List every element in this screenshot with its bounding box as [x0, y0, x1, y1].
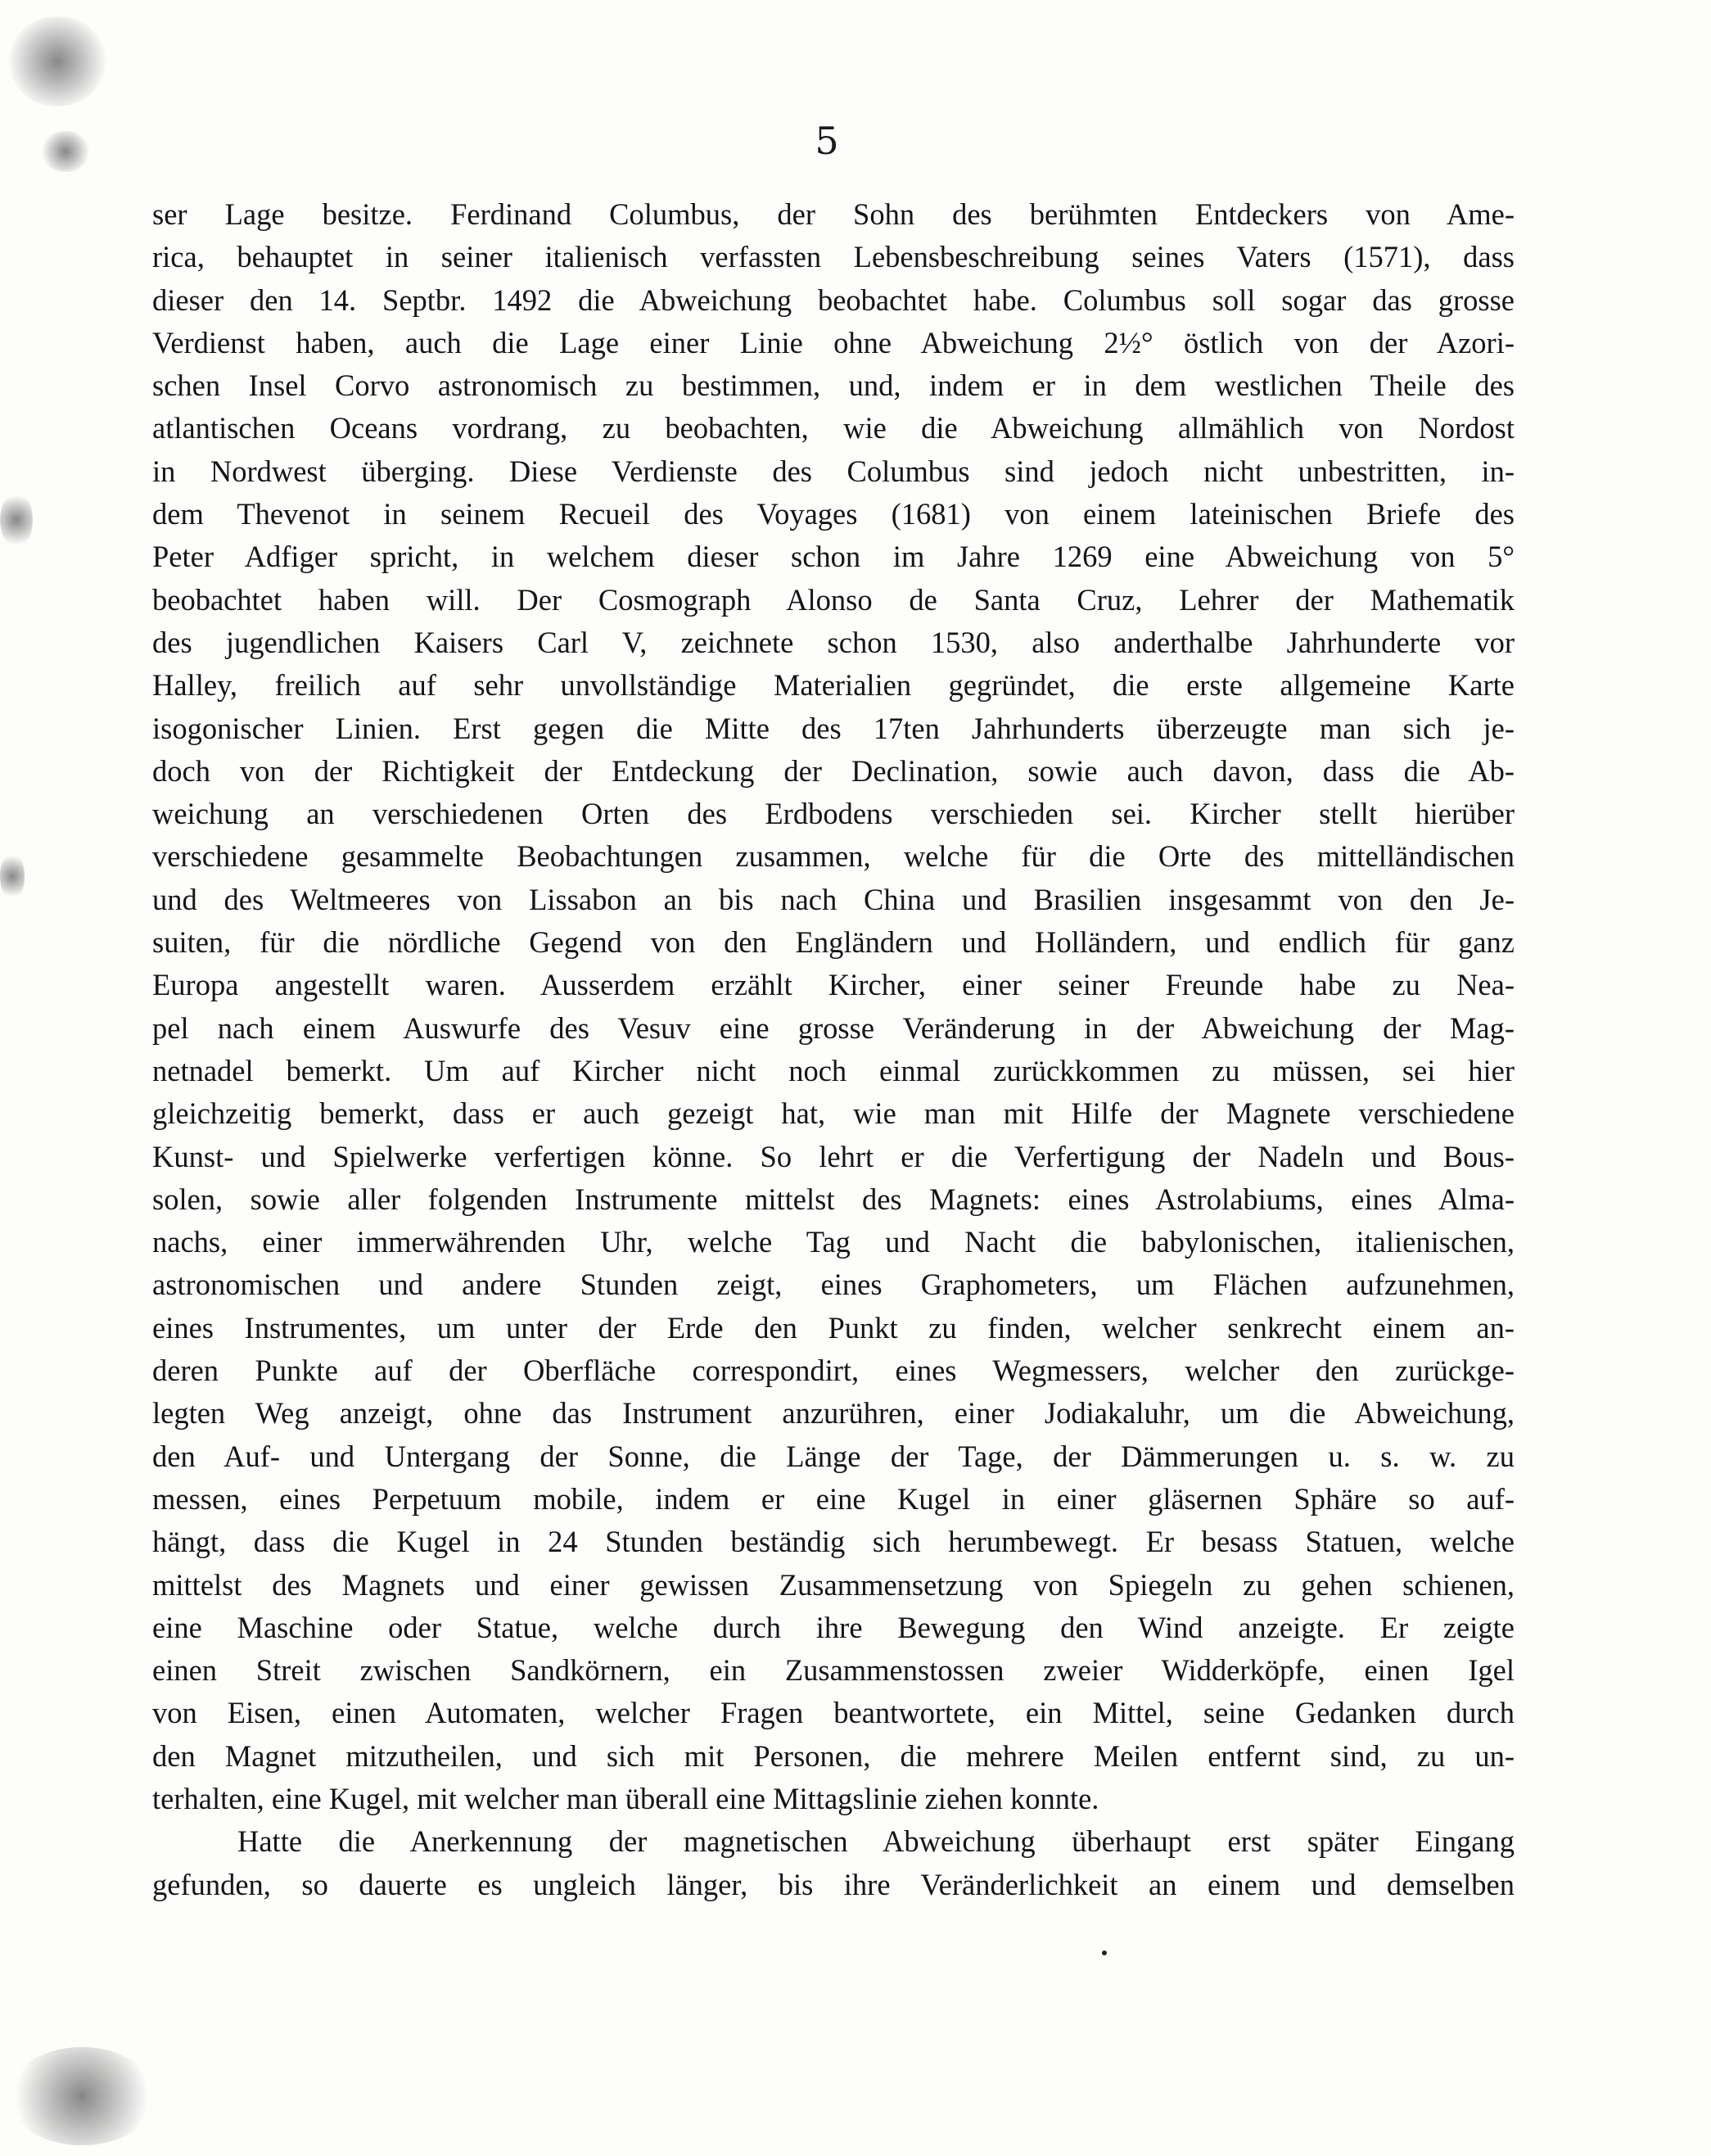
text-line: messen, eines Perpetuum mobile, indem er eine Kugel in einer gläsernen Sphäre so auf-	[152, 1481, 1515, 1516]
text-line: Hatte die Anerkennung der magnetischen Abweichung überhaupt erst später Eingang	[237, 1824, 1515, 1859]
text-line: schen Insel Corvo astronomisch zu bestimmen, und, indem er in dem westlichen Theile des	[152, 368, 1515, 403]
text-line: Peter Adfiger spricht, in welchem dieser schon im Jahre 1269 eine Abweichung von 5°	[152, 540, 1515, 574]
text-line: dieser den 14. Septbr. 1492 die Abweichung beobachtet habe. Columbus soll sogar das grosse	[152, 282, 1515, 317]
text-line: dem Thevenot in seinem Recueil des Voyages (1681) von einem lateinischen Briefe des	[152, 497, 1515, 531]
text-line: mittelst des Magnets und einer gewissen Zusammensetzung von Spiegeln zu gehen schienen,	[152, 1567, 1515, 1602]
text-line: beobachtet haben will. Der Cosmograph Alonso de Santa Cruz, Lehrer der Mathematik	[152, 582, 1515, 617]
text-line: deren Punkte auf der Oberfläche correspondirt, eines Wegmessers, welcher den zurückge-	[152, 1354, 1515, 1388]
text-line: netnadel bemerkt. Um auf Kircher nicht noch einmal zurückkommen zu müssen, sei hier	[152, 1053, 1515, 1087]
text-line: isogonischer Linien. Erst gegen die Mitte des 17ten Jahrhunderts überzeugte man sich je-	[152, 711, 1515, 745]
text-line: terhalten, eine Kugel, mit welcher man überall eine Mittagslinie ziehen konnte.	[152, 1781, 1099, 1815]
text-line: den Magnet mitzutheilen, und sich mit Personen, die mehrere Meilen entfernt sind, zu un-	[152, 1738, 1515, 1773]
text-line: und des Weltmeeres von Lissabon an bis nach China und Brasilien insgesammt von den Je-	[152, 882, 1515, 916]
text-line: suiten, für die nördliche Gegend von den Engländern und Holländern, und endlich für ganz	[152, 925, 1515, 960]
scan-smudge-left-lower	[0, 852, 25, 901]
text-line: doch von der Richtigkeit der Entdeckung der Declination, sowie auch davon, dass die Ab-	[152, 753, 1515, 788]
text-line: atlantischen Oceans vordrang, zu beobachten, wie die Abweichung allmählich von Nordost	[152, 411, 1515, 445]
scan-smudge-left-upper	[41, 131, 90, 172]
text-line: nachs, einer immerwährenden Uhr, welche Tag und Nacht die babylonischen, italienischen,	[152, 1225, 1515, 1259]
text-line: rica, behauptet in seiner italienisch verfassten Lebensbeschreibung seines Vaters (1571), dass	[152, 240, 1515, 274]
scan-smudge-top-left	[8, 16, 106, 106]
scan-smudge-left-middle	[0, 491, 33, 549]
text-line: astronomischen und andere Stunden zeigt, eines Graphometers, um Flächen aufzunehmen,	[152, 1268, 1515, 1302]
text-line: verschiedene gesammelte Beobachtungen zusammen, welche für die Orte des mittelländischen	[152, 839, 1515, 874]
text-line: Kunst- und Spielwerke verfertigen könne. So lehrt er die Verfertigung der Nadeln und Bous-	[152, 1139, 1515, 1173]
body-text	[152, 193, 1515, 1906]
text-line: Halley, freilich auf sehr unvollständige Materialien gegründet, die erste allgemeine Karte	[152, 668, 1515, 703]
text-line: Europa angestellt waren. Ausserdem erzählt Kircher, einer seiner Freunde habe zu Nea-	[152, 968, 1515, 1002]
page-number: 5	[815, 119, 839, 163]
text-line: von Eisen, einen Automaten, welcher Fragen beantwortete, ein Mittel, seine Gedanken durch	[152, 1696, 1515, 1730]
text-line: den Auf- und Untergang der Sonne, die Länge der Tage, der Dämmerungen u. s. w. zu	[152, 1439, 1515, 1473]
text-line: solen, sowie aller folgenden Instrumente mittelst des Magnets: eines Astrolabiums, eines Alma-	[152, 1182, 1515, 1216]
text-line: weichung an verschiedenen Orten des Erdbodens verschieden sei. Kircher stellt hierüber	[152, 797, 1515, 831]
text-line: einen Streit zwischen Sandkörnern, ein Zusammenstossen zweier Widderköpfe, einen Igel	[152, 1653, 1515, 1688]
text-line: legten Weg anzeigt, ohne das Instrument anzurühren, einer Jodiakaluhr, um die Abweichung,	[152, 1396, 1515, 1431]
text-line: hängt, dass die Kugel in 24 Stunden beständig sich herumbewegt. Er besass Statuen, welche	[152, 1525, 1515, 1559]
scan-smudge-bottom-left	[8, 2047, 156, 2145]
text-line: des jugendlichen Kaisers Carl V, zeichnete schon 1530, also anderthalbe Jahrhunderte vor	[152, 625, 1515, 659]
text-line: gefunden, so dauerte es ungleich länger, bis ihre Veränderlichkeit an einem und demselben	[152, 1867, 1515, 1901]
text-line: gleichzeitig bemerkt, dass er auch gezeigt hat, wie man mit Hilfe der Magnete verschiedene	[152, 1096, 1515, 1131]
text-line: pel nach einem Auswurfe des Vesuv eine grosse Veränderung in der Abweichung der Mag-	[152, 1010, 1515, 1045]
text-line: ser Lage besitze. Ferdinand Columbus, der Sohn des berühmten Entdeckers von Ame-	[152, 197, 1515, 231]
scan-speck	[1102, 1950, 1107, 1955]
text-line: eines Instrumentes, um unter der Erde den Punkt zu finden, welcher senkrecht einem an-	[152, 1310, 1515, 1345]
text-line: Verdienst haben, auch die Lage einer Linie ohne Abweichung 2½° östlich von der Azori-	[152, 325, 1515, 359]
text-line: eine Maschine oder Statue, welche durch ihre Bewegung den Wind anzeigte. Er zeigte	[152, 1610, 1515, 1644]
text-line: in Nordwest überging. Diese Verdienste des Columbus sind jedoch nicht unbestritten, in-	[152, 454, 1515, 488]
